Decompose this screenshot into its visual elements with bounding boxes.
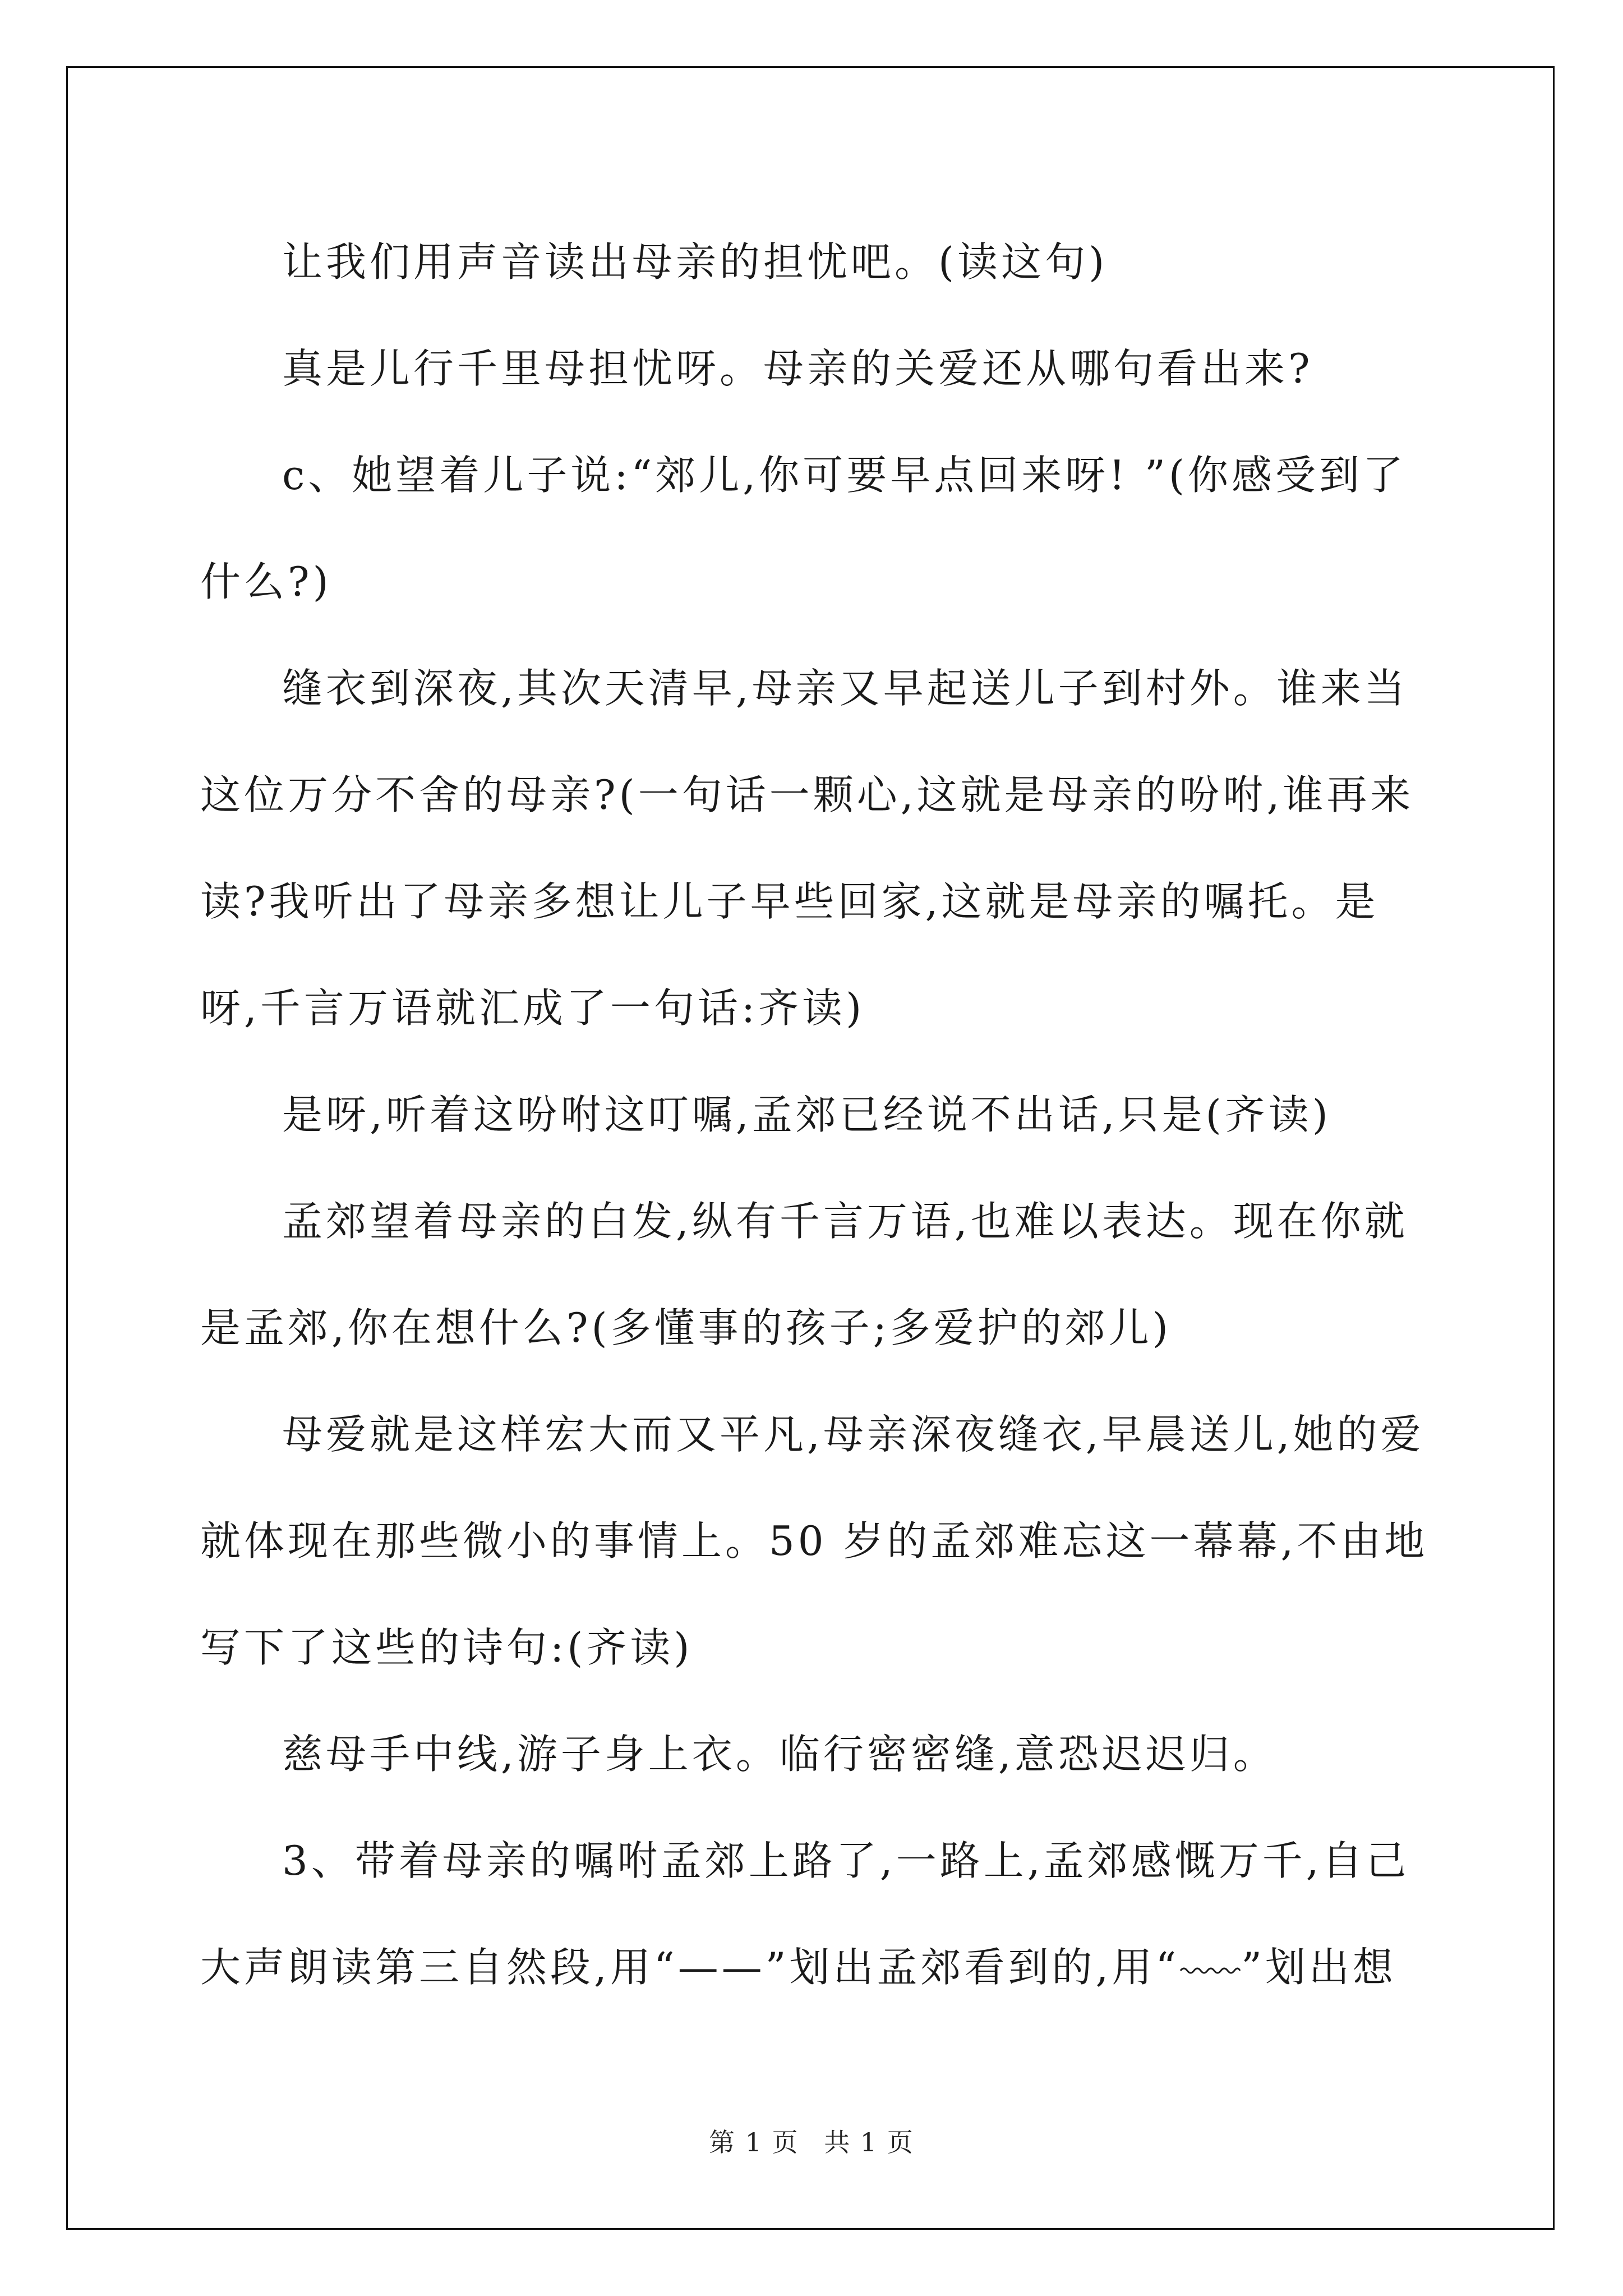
paragraph-7: 母爱就是这样宏大而又平凡,母亲深夜缝衣,早晨送儿,她的爱就体现在那些微小的事情上。50 岁的孟郊难忘这一幕幕,不由地写下了这些的诗句:(齐读) [200, 1411, 1428, 1671]
total-pages: 共 1 页 [824, 2127, 914, 2157]
paragraph-8: 慈母手中线,游子身上衣。临行密密缝,意恐迟迟归。 [282, 1731, 1277, 1778]
paragraph-6: 孟郊望着母亲的白发,纵有千言万语,也难以表达。现在你就是孟郊,你在想什么?(多懂事的孩子;多爱护的郊儿) [200, 1198, 1408, 1351]
page-footer [0, 2122, 1623, 2159]
paragraph-2: 真是儿行千里母担忧呀。母亲的关爱还从哪句看出来? [282, 345, 1313, 392]
paragraph-3: c、她望着儿子说:“郊儿,你可要早点回来呀! ”(你感受到了什么?) [200, 452, 1407, 605]
paragraph-4: 缝衣到深夜,其次天清早,母亲又早起送儿子到村外。谁来当这位万分不舍的母亲?(一句话一颗心,这就是母亲的吩咐,谁再来读?我听出了母亲多想让儿子早些回家,这就是母亲的嘱托。是呀,千言万语就汇成了一句话:齐读) [200, 665, 1414, 1032]
paragraph-5: 是呀,听着这吩咐这叮嘱,孟郊已经说不出话,只是(齐读) [282, 1091, 1331, 1138]
wavy-underline-mark [1179, 1965, 1241, 1976]
document-body [200, 209, 1428, 2021]
paragraph-9-text-a: 3、带着母亲的嘱咐孟郊上路了,一路上,孟郊感慨万千,自己大声朗读第三自然段,用“——”划出孟郊看到的,用“ [200, 1837, 1410, 1991]
paragraph-9 [200, 1807, 1428, 2021]
page-number: 第 1 页 [709, 2127, 799, 2157]
paragraph-1: 让我们用声音读出母亲的担忧吧。(读这句) [282, 238, 1108, 286]
paragraph-9-text-b: ”划出想 [1241, 1944, 1397, 1991]
